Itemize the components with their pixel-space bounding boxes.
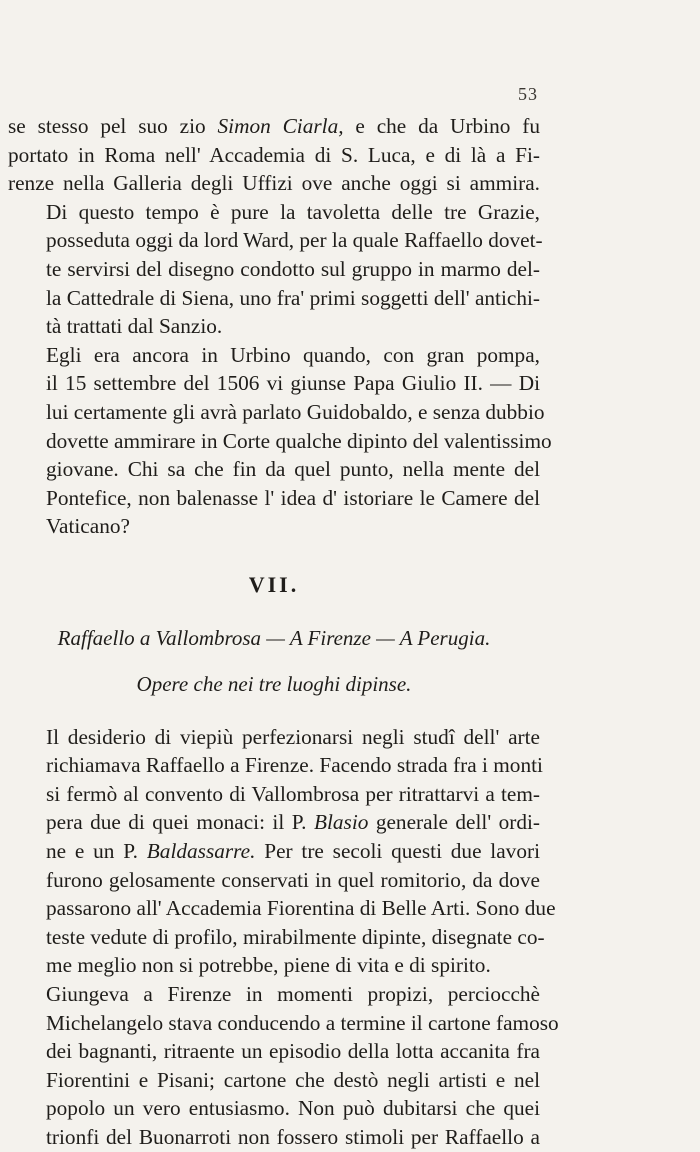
text-line: giovane. Chi sa che fin da quel punto, nella mente del <box>46 457 540 482</box>
text-line: dovette ammirare in Corte qualche dipinto del valentissimo <box>46 428 552 453</box>
text-line: pera due di quei monaci: il P. Blasio generale dell' ordi- <box>46 810 540 835</box>
text-line: furono gelosamente conservati in quel romitorio, da dove <box>46 867 540 892</box>
paragraph-4 <box>8 723 556 980</box>
text-line: Di questo tempo è pure la tavoletta delle tre Grazie, <box>46 199 540 224</box>
emphasis-name: Blasio <box>313 810 369 835</box>
text-line: dei bagnanti, ritraente un episodio della lotta accanita fra <box>46 1039 540 1064</box>
text-line: me meglio non si potrebbe, piene di vita e di spirito. <box>46 953 491 978</box>
text-line: richiamava Raffaello a Firenze. Facendo strada fra i monti <box>46 753 543 778</box>
text-line: te servirsi del disegno condotto sul gruppo in marmo del- <box>46 256 540 281</box>
paragraph-2 <box>8 198 543 341</box>
text-line: lui certamente gli avrà parlato Guidobaldo, e senza dubbio <box>46 399 545 424</box>
text-line: Pontefice, non balenasse l' idea d' istoriare le Camere del <box>46 485 540 510</box>
text-line: teste vedute di profilo, mirabilmente dipinte, disegnate co- <box>46 924 545 949</box>
text-line: trionfi del Buonarroti non fossero stimoli per Raffaello a <box>46 1125 540 1149</box>
text-line: la Cattedrale di Siena, uno fra' primi soggetti dell' antichi- <box>46 285 540 310</box>
text-line: Egli era ancora in Urbino quando, con gran pompa, <box>46 342 540 367</box>
chapter-title: Raffaello a Vallombrosa — A Firenze — A Perugia. <box>57 625 491 650</box>
text-line: Fiorentini e Pisani; cartone che destò negli artisti e nel <box>46 1067 540 1092</box>
text-line: portato in Roma nell' Accademia di S. Luca, e di là a Fi- <box>8 142 540 167</box>
paragraph-1 <box>8 112 540 198</box>
emphasis-name: Baldassarre. <box>146 839 256 864</box>
text-line: passarono all' Accademia Fiorentina di Belle Arti. Sono due <box>46 896 556 921</box>
text-line: se stesso pel suo zio Simon Ciarla, e che da Urbino fu <box>8 114 540 138</box>
text-line: posseduta oggi da lord Ward, per la quale Raffaello dovet- <box>46 228 543 253</box>
page-body <box>8 112 559 1152</box>
text-line: si fermò al convento di Vallombrosa per ritrattarvi a tem- <box>46 781 540 806</box>
chapter-subtitle: Opere che nei tre luoghi dipinse. <box>136 672 412 697</box>
text-line: il 15 settembre del 1506 vi giunse Papa Giulio II. — Di <box>46 371 540 396</box>
text-line: renze nella Galleria degli Uffizi ove anche oggi si ammira. <box>8 171 540 196</box>
chapter-number: VII. <box>248 571 300 597</box>
text-line: tà trattati dal Sanzio. <box>46 314 223 339</box>
paragraph-5 <box>8 980 559 1152</box>
paragraph-3 <box>8 341 552 541</box>
text-line: Il desiderio di viepiù perfezionarsi negli studî dell' arte <box>46 724 540 749</box>
text-line: Michelangelo stava conducendo a termine il cartone famoso <box>46 1010 559 1035</box>
page-number: 53 <box>518 84 538 104</box>
text-line: ne e un P. Baldassarre. Per tre secoli questi due lavori <box>46 839 540 864</box>
emphasis-name: Simon Ciarla, <box>217 114 344 138</box>
text-line: Giungeva a Firenze in momenti propizi, perciocchè <box>46 982 540 1007</box>
text-line: Vaticano? <box>46 514 130 539</box>
text-line: popolo un vero entusiasmo. Non può dubitarsi che quei <box>46 1096 540 1121</box>
